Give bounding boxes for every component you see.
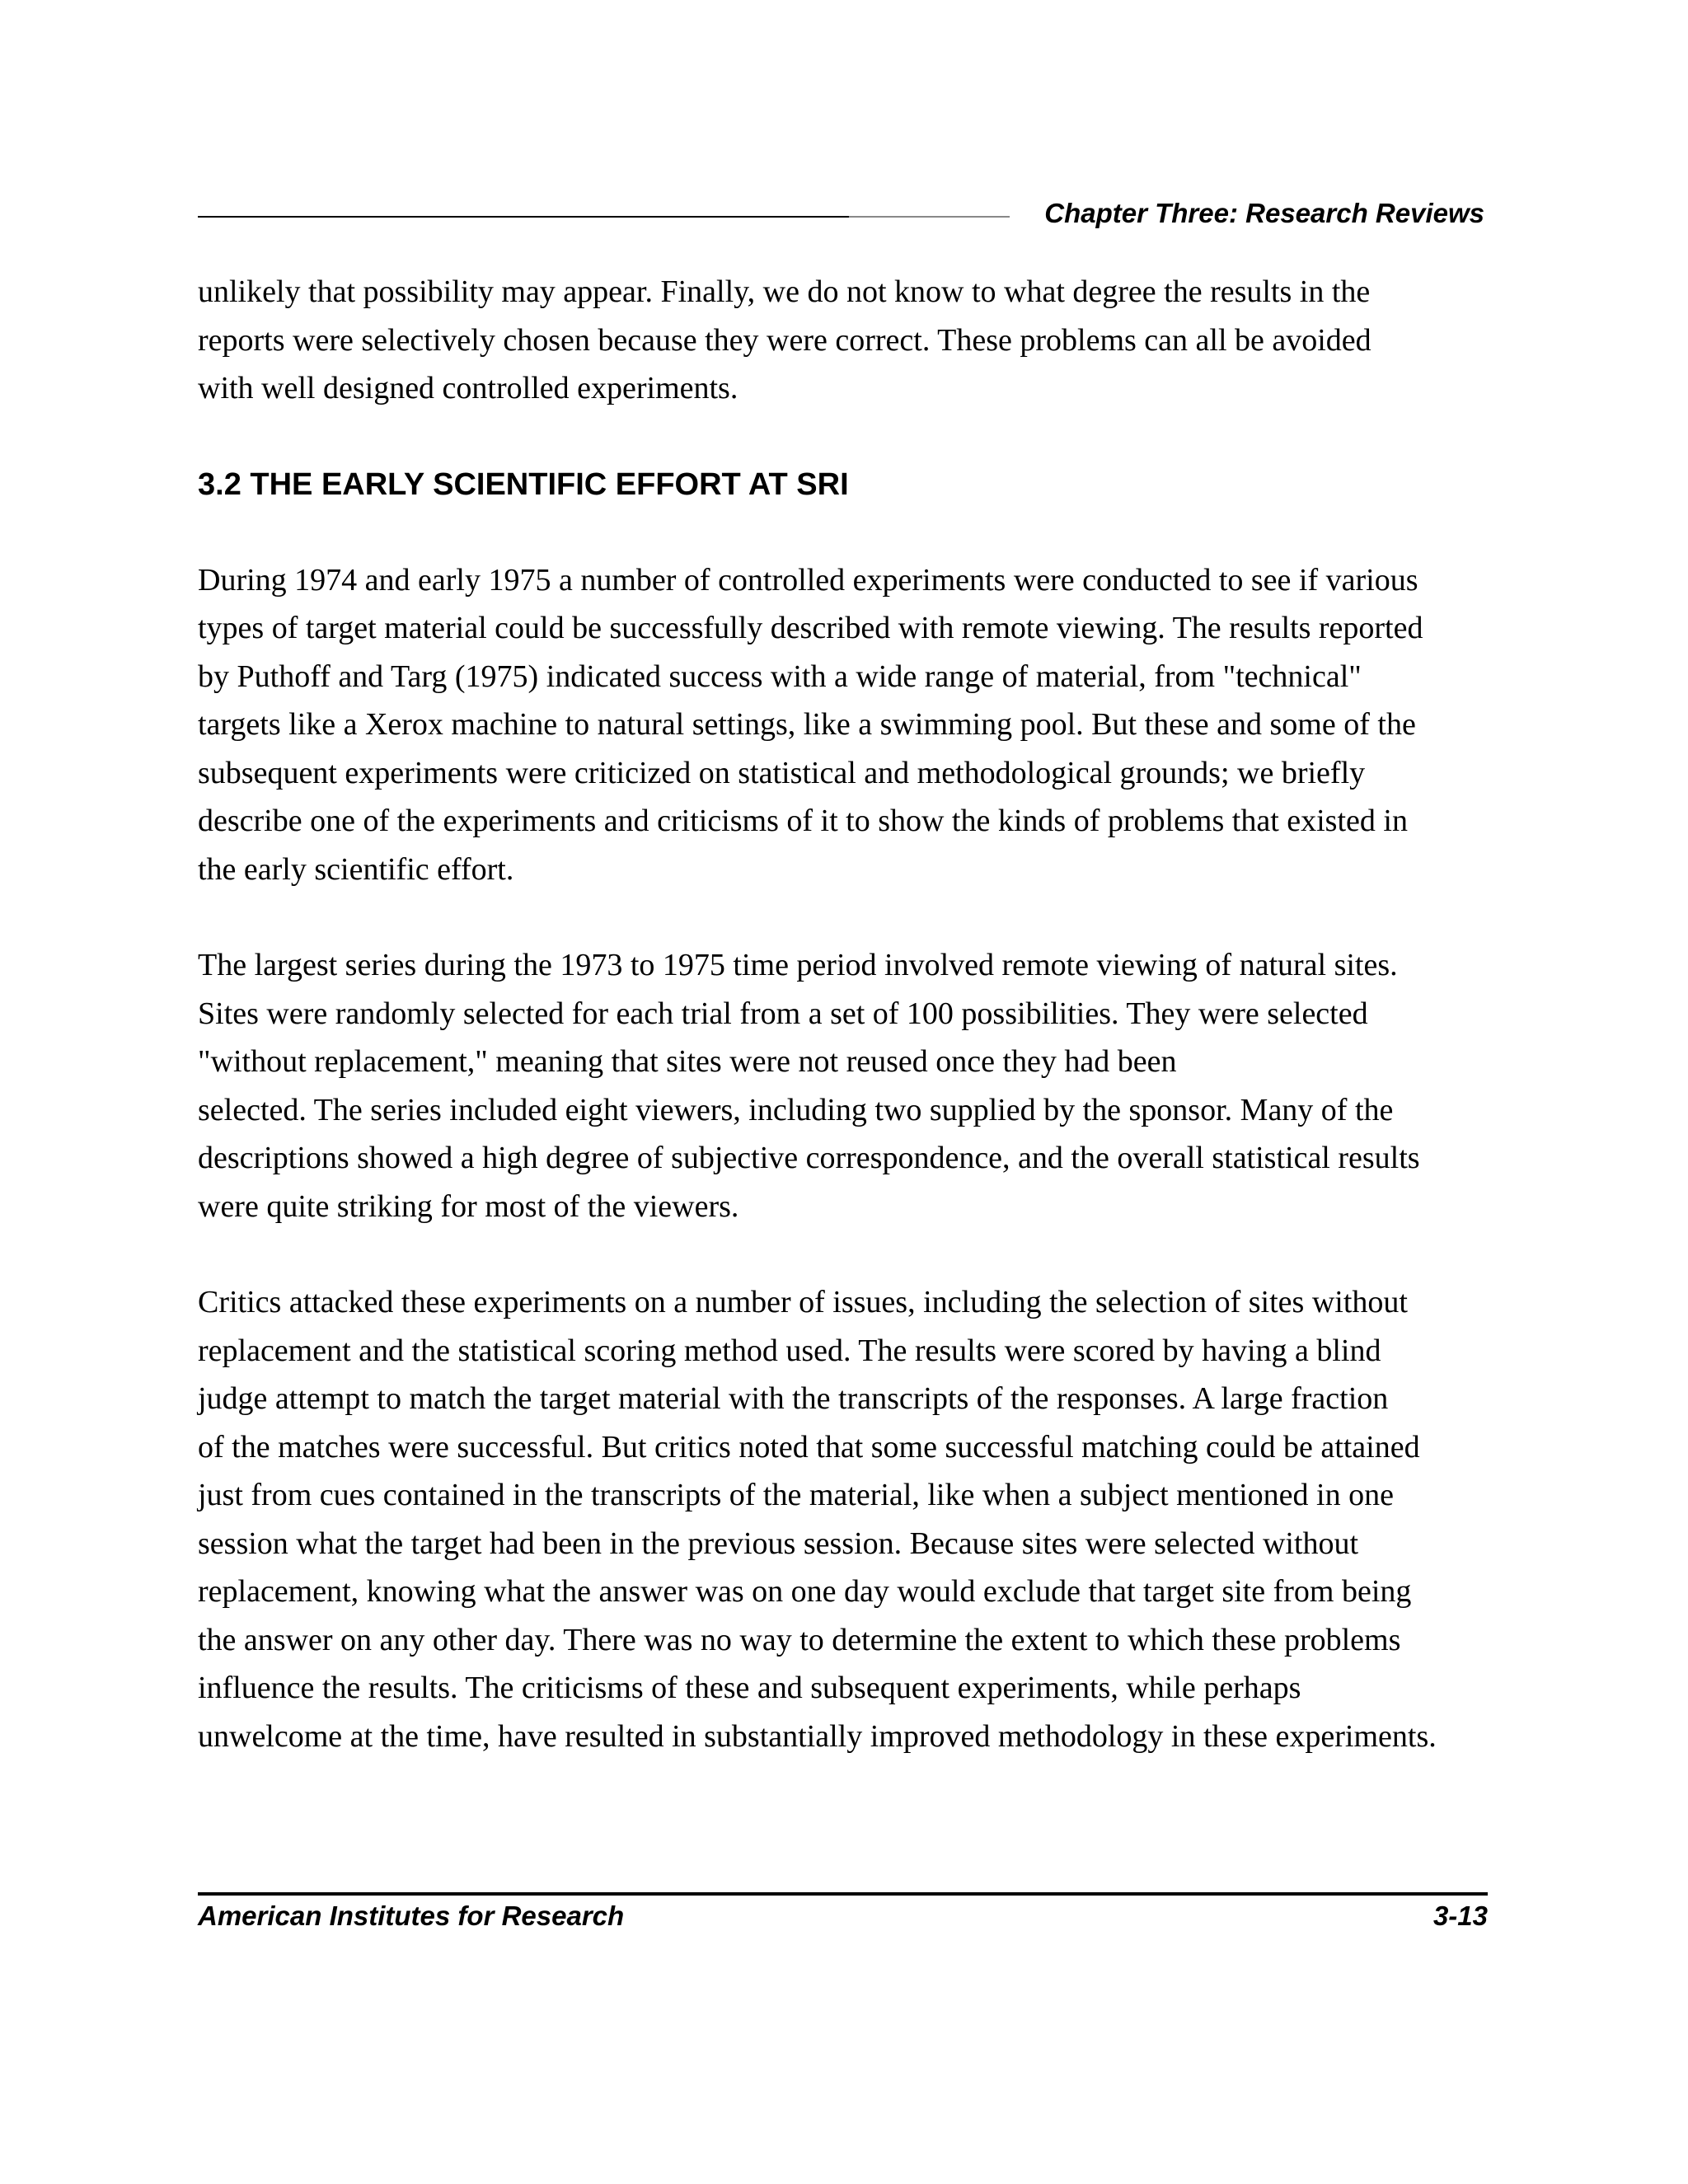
text-line: reports were selectively chosen because they were correct. These problems can all be avoided [198,322,1372,358]
text-line: "without replacement," meaning that sites were not reused once they had been [198,1044,1177,1079]
text-line: replacement, knowing what the answer was on one day would exclude that target site from being [198,1574,1412,1609]
header-rule-faded-segment [849,216,1010,218]
footer-organization: American Institutes for Research [198,1900,625,1931]
paragraph-criticisms [198,1278,1488,1760]
text-line: The largest series during the 1973 to 1975 time period involved remote viewing of natural sites. [198,948,1398,982]
text-line: types of target material could be successfully described with remote viewing. The results reported [198,611,1423,645]
section-heading: 3.2 THE EARLY SCIENTIFIC EFFORT AT SRI [198,466,849,502]
text-line: the answer on any other day. There was no way to determine the extent to which these problems [198,1622,1401,1657]
text-line: subsequent experiments were criticized on statistical and methodological grounds; we briefly [198,755,1366,790]
running-header-title: Chapter Three: Research Reviews [1044,198,1484,228]
body-text [198,268,1488,1808]
text-line: just from cues contained in the transcripts of the material, like when a subject mentioned in one [198,1478,1394,1512]
text-line: unlikely that possibility may appear. Finally, we do not know to what degree the results in the [198,274,1371,309]
footer-page-number: 3-13 [1432,1900,1488,1931]
text-line: of the matches were successful. But critics noted that some successful matching could be attained [198,1429,1420,1465]
paragraph-early-experiments [198,556,1488,894]
text-line: targets like a Xerox machine to natural settings, like a swimming pool. But these and some of the [198,707,1416,742]
text-line: session what the target had been in the previous session. Because sites were selected without [198,1526,1359,1561]
text-line: by Puthoff and Targ (1975) indicated success with a wide range of material, from "technical" [198,658,1362,694]
text-line: influence the results. The criticisms of these and subsequent experiments, while perhaps [198,1671,1301,1705]
text-line: Sites were randomly selected for each trial from a set of 100 possibilities. They were selected [198,996,1368,1031]
text-line: selected. The series included eight viewers, including two supplied by the sponsor. Many of the [198,1092,1394,1127]
footer-rule [198,1892,1488,1896]
text-line: During 1974 and early 1975 a number of controlled experiments were conducted to see if various [198,562,1418,598]
text-line: with well designed controlled experiments. [198,371,738,405]
text-line: descriptions showed a high degree of subjective correspondence, and the overall statistical results [198,1141,1420,1175]
text-line: the early scientific effort. [198,851,514,887]
text-line: unwelcome at the time, have resulted in substantially improved methodology in these experiments. [198,1718,1437,1754]
text-line: describe one of the experiments and criticisms of it to show the kinds of problems that existed in [198,804,1408,838]
text-line: replacement and the statistical scoring method used. The results were scored by having a blind [198,1333,1381,1368]
paragraph-continued [198,268,1488,413]
text-line: judge attempt to match the target material with the transcripts of the responses. A large fraction [198,1381,1389,1416]
paragraph-largest-series [198,941,1488,1230]
text-line: Critics attacked these experiments on a number of issues, including the selection of sites without [198,1285,1408,1319]
text-line: were quite striking for most of the viewers. [198,1188,739,1224]
